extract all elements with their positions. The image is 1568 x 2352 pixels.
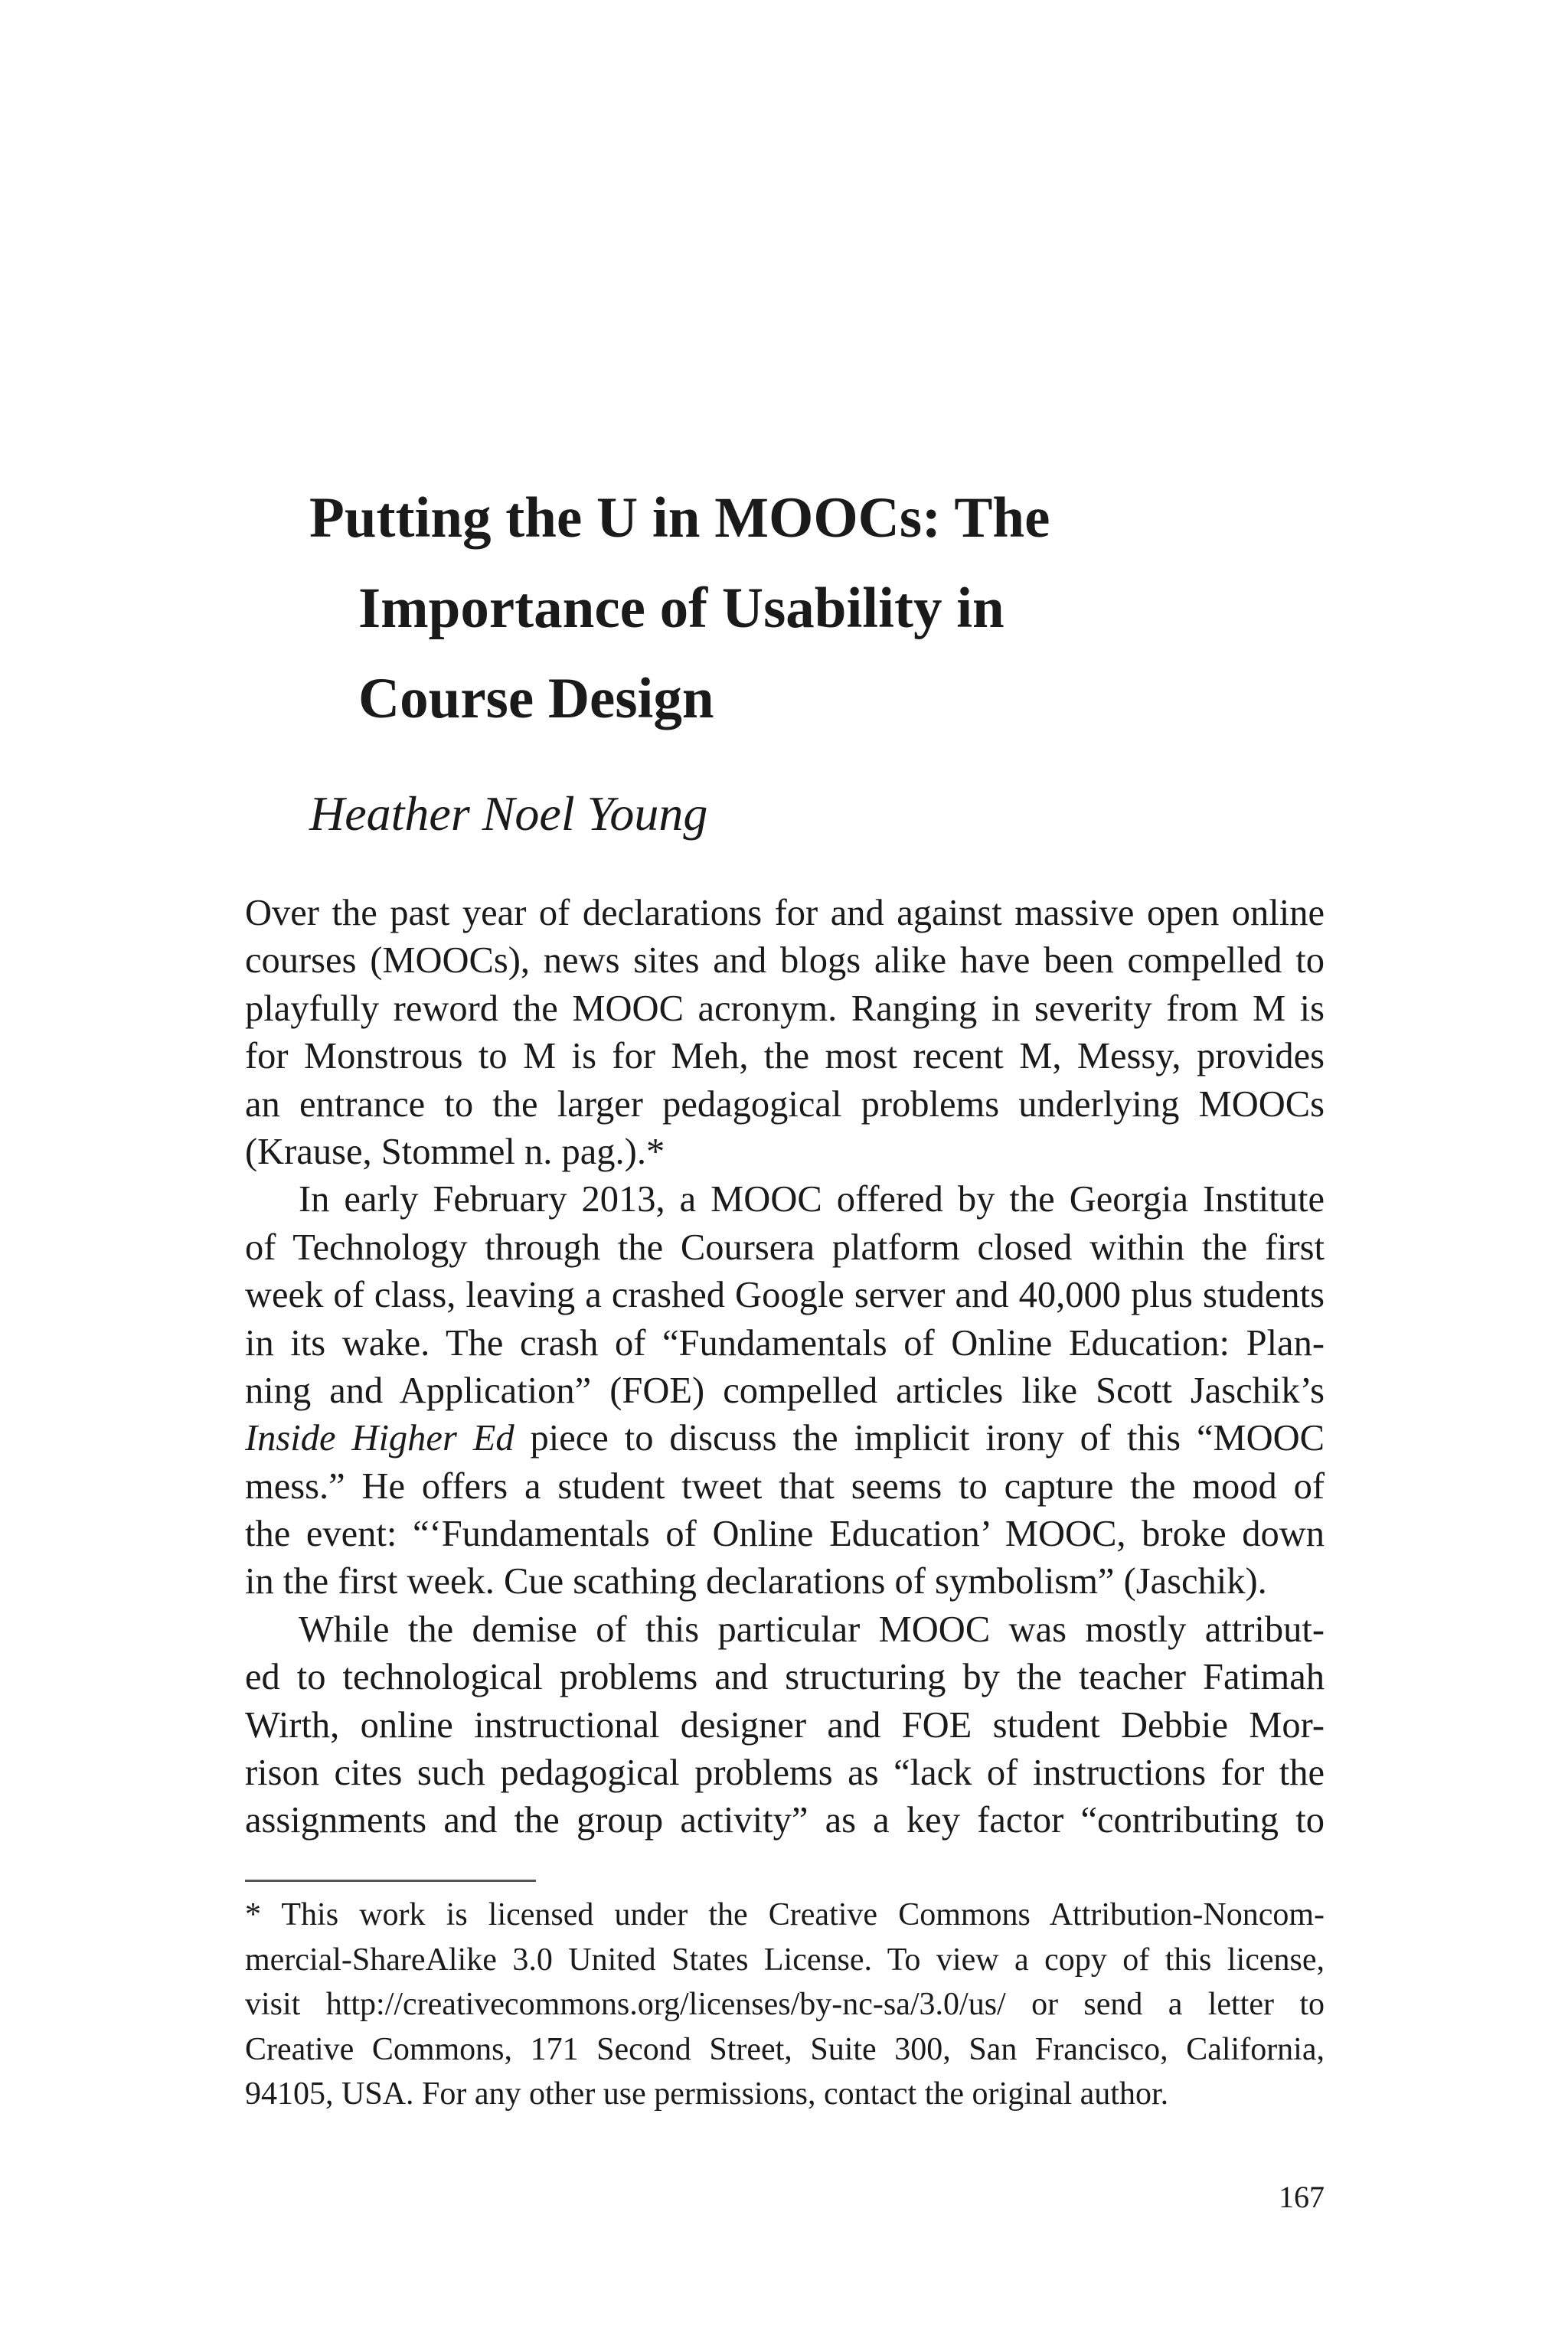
text-line: In early February 2013, a MOOC offered by the Georgia Institute [299,1179,1325,1220]
publication-title: Inside Higher Ed [245,1418,514,1459]
text-line: in its wake. The crash of “Fundamentals of Online Education: Plan- [245,1322,1325,1364]
chapter-title-line: Putting the U in MOOCs: The [309,486,1050,550]
text-line: courses (MOOCs), news sites and blogs alike have been compelled to [245,940,1325,982]
text-line: assignments and the group activity” as a key factor “contributing to [245,1800,1325,1841]
text-line: week of class, leaving a crashed Google server and 40,000 plus students [245,1275,1325,1316]
text-line: rison cites such pedagogical problems as “lack of instructions for the [245,1753,1325,1794]
text-line: ning and Application” (FOE) compelled articles like Scott Jaschik’s [245,1370,1325,1411]
footnote-line: * This work is licensed under the Creative Commons Attribution-Noncom- [245,1897,1325,1932]
text-line: ed to technological problems and structuring by the teacher Fatimah [245,1657,1325,1698]
chapter-title-line: Course Design [358,667,714,730]
text-line: playfully reword the MOOC acronym. Ranging in severity from M is [245,988,1325,1029]
text-line: mess.” He offers a student tweet that seems to capture the mood of [245,1465,1325,1507]
chapter-title-line: Importance of Usability in [358,577,1004,640]
text-line: the event: “‘Fundamentals of Online Education’ MOOC, broke down [245,1514,1325,1555]
text-fragment: piece to discuss the implicit irony of this “MOOC [514,1418,1325,1459]
text-line: for Monstrous to M is for Meh, the most recent M, Messy, provides [245,1036,1325,1077]
text-line: Over the past year of declarations for and against massive open online [245,893,1325,933]
author-name: Heather Noel Young [309,786,708,841]
footnote-divider [245,1880,536,1882]
footnote [245,1893,1325,2117]
footnote-line: Creative Commons, 171 Second Street, Suite 300, San Francisco, California, [245,2031,1325,2067]
text-line: an entrance to the larger pedagogical problems underlying MOOCs [245,1083,1325,1125]
page-number: 167 [1279,2180,1325,2214]
text-line: Wirth, online instructional designer and FOE student Debbie Mor- [245,1704,1325,1746]
text-line: While the demise of this particular MOOC was mostly attribut- [299,1609,1325,1650]
footnote-line: 94105, USA. For any other use permissions, contact the original author. [245,2076,1169,2112]
footnote-line: visit http://creativecommons.org/licenses/by-nc-sa/3.0/us/ or send a letter to [245,1987,1325,2022]
text-line [245,1415,1325,1462]
text-line: (Krause, Stommel n. pag.).* [245,1131,665,1172]
body-text [245,890,1325,1845]
chapter-title [309,473,1381,744]
text-line: in the first week. Cue scathing declarations of symbolism” (Jaschik). [245,1561,1267,1602]
text-line: of Technology through the Coursera platform closed within the first [245,1227,1325,1268]
footnote-line: mercial-ShareAlike 3.0 United States License. To view a copy of this license, [245,1942,1325,1978]
